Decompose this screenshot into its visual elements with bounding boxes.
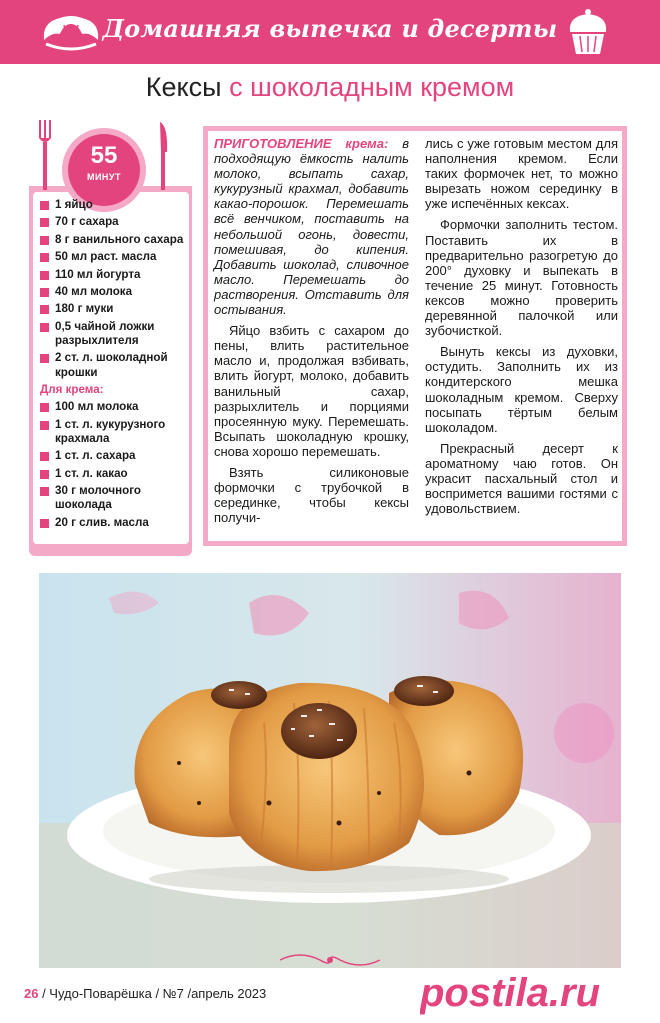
preparation-heading: ПРИГОТОВЛЕНИЕ крема:: [214, 136, 389, 151]
ingredients-list: [40, 198, 186, 533]
cupcake-icon: [562, 6, 614, 58]
ingredient-item: 70 г сахара: [40, 215, 186, 229]
section-title: Домашняя выпечка и десерты: [102, 14, 558, 43]
time-value: 55: [90, 142, 118, 169]
ornament-icon: [270, 948, 390, 972]
ingredient-item: 1 ст. л. какао: [40, 467, 186, 481]
postila-watermark-logo: [420, 966, 650, 1016]
cream-instructions: ПРИГОТОВЛЕНИЕ крема: в подходящую ёмкость налить молоко, всыпать сахар, кукурузный крахмал, добавить какао-порошок. Перемешать всё венчиком, поставить на небольшой огонь, довести, помешивая, до кипения. Добавить шоколад, сливочное масло. Перемешать до растворения. Отставить для остывания.: [214, 136, 409, 318]
ingredient-item: 180 г муки: [40, 302, 186, 316]
ingredient-item: 1 яйцо: [40, 198, 186, 212]
recipe-title-accent: с шоколадным кремом: [229, 72, 515, 102]
ingredient-item: 2 ст. л. шоколадной крошки: [40, 351, 186, 379]
instruction-paragraph: лись с уже готовым местом для наполнения кремом. Если таких формочек нет, то можно вырезать ножом серединку в уже испечённых кексах.: [425, 136, 618, 212]
time-badge: [68, 134, 140, 206]
ingredient-item: 20 г слив. масла: [40, 516, 186, 530]
page-footer: [24, 986, 266, 1001]
svg-text:postila.ru: postila.ru: [420, 971, 601, 1015]
instruction-paragraph: Вынуть кексы из духовки, остудить. Заполнить их из кондитерского мешка шоколадным кремом. Сверху посыпать тёртым белым шоколадом.: [425, 344, 618, 435]
ingredient-item: 8 г ванильного сахара: [40, 233, 186, 247]
knife-icon: [158, 122, 168, 190]
cupcakes-photo: [39, 573, 621, 968]
ingredient-item: 50 мл раст. масла: [40, 250, 186, 264]
recipe-title: [0, 72, 660, 103]
ingredient-item: 1 ст. л. кукурузного крахмала: [40, 418, 186, 446]
instructions-column-2: [425, 136, 618, 522]
instruction-paragraph: Формочки заполнить тестом. Поставить их в предварительно разогретую до 200° духовку и выпекать в течение 25 минут. Готовность кексов можно проверить деревянной палочкой или зубочисткой.: [425, 217, 618, 339]
fork-icon: [38, 120, 52, 190]
ingredient-item: 30 г молочного шоколада: [40, 484, 186, 512]
magazine-info: / Чудо-Поварёшка / №7 /апрель 2023: [38, 986, 267, 1001]
instruction-paragraph: Прекрасный десерт к ароматному чаю готов. Он украсит пасхальный стол и воспримется вашими гостями с удовольствием.: [425, 440, 618, 517]
ingredient-item: 100 мл молока: [40, 400, 186, 414]
section-header: [0, 0, 660, 64]
time-unit: МИНУТ: [86, 172, 122, 182]
ingredient-item: 40 мл молока: [40, 285, 186, 299]
page-number: 26: [24, 986, 39, 1001]
ingredient-item: 1 ст. л. сахара: [40, 449, 186, 463]
instruction-paragraph: Взять силиконовые формочки с трубочкой в серединке, чтобы кексы получи-: [214, 464, 409, 526]
instructions-column-1: [214, 136, 409, 531]
recipe-title-main: Кексы: [145, 72, 222, 102]
ingredient-item: 0,5 чайной ложки разрыхлителя: [40, 320, 186, 348]
instruction-paragraph: Яйцо взбить с сахаром до пены, влить растительное масло и, продолжая взбивать, влить йогурт, молоко, добавить ванильный сахар, разрыхлитель и порциями просеянную муку. Перемешать. Всыпать шоколадную крошку, снова хорошо перемешать.: [214, 323, 409, 459]
cream-heading: Для крема:: [40, 382, 104, 396]
ingredient-item: 110 мл йогурта: [40, 268, 186, 282]
